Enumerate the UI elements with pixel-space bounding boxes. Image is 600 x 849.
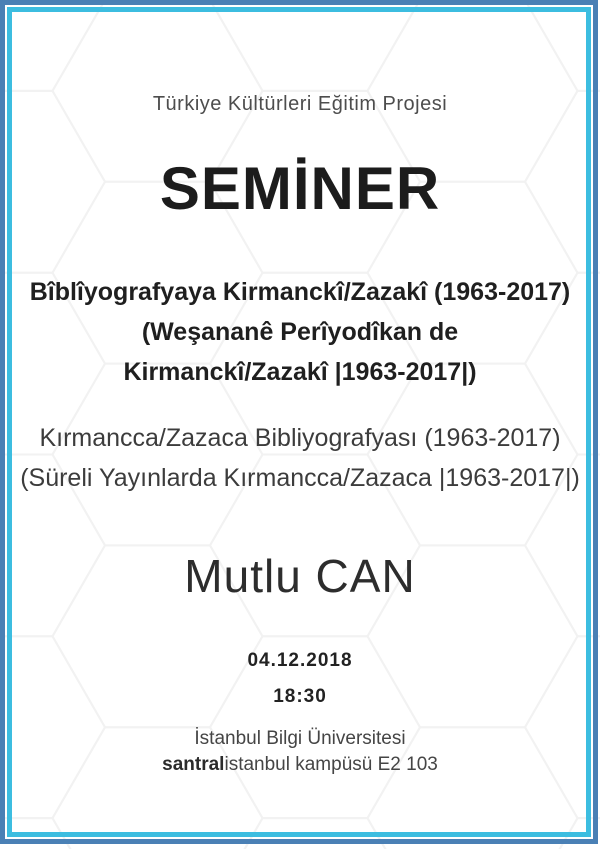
venue-campus-bold: santral bbox=[162, 754, 225, 775]
event-time: 18:30 bbox=[273, 686, 327, 707]
venue bbox=[0, 726, 600, 778]
seminar-title-turkish-line2: (Süreli Yayınlarda Kırmancca/Zazaca |1963-2017|) bbox=[20, 464, 580, 492]
seminar-title-kurdish-line2: (Weşananê Perîyodîkan de bbox=[141, 318, 459, 346]
seminar-title-turkish-line1: Kırmancca/Zazaca Bibliyografyası (1963-2017) bbox=[39, 424, 561, 452]
seminar-title-kurdish-line3: Kirmanckî/Zazakî |1963-2017|) bbox=[123, 358, 477, 386]
venue-university: İstanbul Bilgi Üniversitesi bbox=[194, 728, 406, 749]
project-title: Türkiye Kültürleri Eğitim Projesi bbox=[152, 93, 448, 115]
seminar-title-kurdish-line1: Bîblîyografyaya Kirmanckî/Zazakî (1963-2017) bbox=[29, 278, 571, 306]
venue-campus-rest: istanbul kampüsü E2 103 bbox=[224, 754, 438, 775]
speaker-name: Mutlu CAN bbox=[184, 550, 416, 602]
event-type-heading: SEMİNER bbox=[159, 155, 441, 222]
venue-campus-room bbox=[0, 752, 600, 778]
seminar-title-kurdish bbox=[0, 272, 600, 392]
event-date: 04.12.2018 bbox=[247, 650, 353, 671]
seminar-title-turkish bbox=[0, 418, 600, 498]
